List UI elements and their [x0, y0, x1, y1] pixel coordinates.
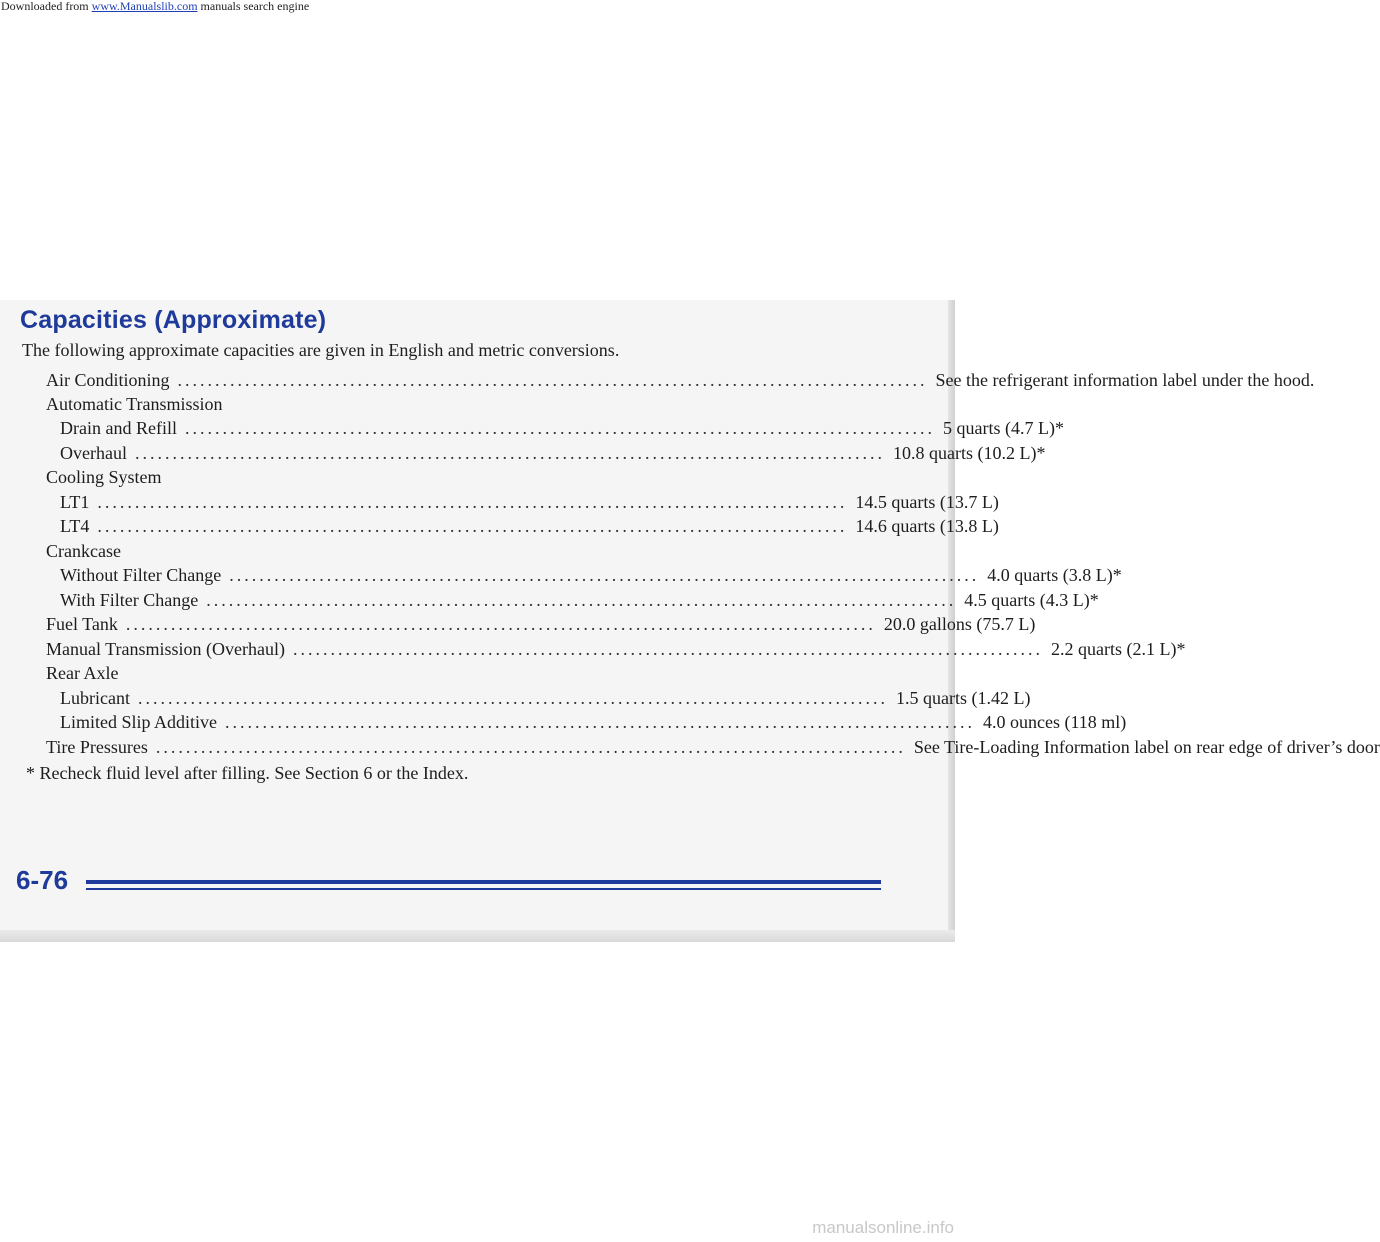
row-fuel-tank — [46, 614, 1036, 638]
group-cooling-system: Cooling System — [46, 467, 162, 487]
row-lubricant — [60, 688, 1031, 712]
group-crankcase: Crankcase — [46, 541, 121, 561]
row-value: 4.5 quarts (4.3 L)* — [964, 590, 1099, 610]
page-title: Capacities (Approximate) — [20, 306, 327, 334]
leader-dots: .................................................................................................... — [134, 443, 885, 463]
row-label: LT1 — [60, 492, 90, 512]
row-value: 5 quarts (4.7 L)* — [942, 418, 1064, 438]
row-label: Without Filter Change — [60, 565, 222, 585]
leader-dots: .................................................................................................... — [225, 712, 975, 732]
footnote: * Recheck fluid level after filling. See Section 6 or the Index. — [26, 763, 469, 783]
row-value: 4.0 quarts (3.8 L)* — [987, 565, 1122, 585]
footer-rule-thin — [86, 888, 881, 890]
row-value: 1.5 quarts (1.42 L) — [895, 688, 1031, 708]
row-value: See the refrigerant information label under the hood. — [935, 370, 1315, 390]
leader-dots: .................................................................................................... — [125, 614, 876, 634]
row-limited-slip-additive — [60, 712, 1127, 736]
group-rear-axle: Rear Axle — [46, 663, 119, 683]
row-without-filter-change — [60, 565, 1122, 589]
leader-dots: .................................................................................................... — [184, 418, 935, 438]
leader-dots: .................................................................................................... — [177, 370, 928, 390]
group-automatic-transmission: Automatic Transmission — [46, 394, 223, 414]
download-banner — [0, 0, 961, 14]
banner-prefix: Downloaded from — [1, 0, 92, 13]
page-number: 6-76 — [16, 865, 69, 895]
leader-dots: .................................................................................................... — [292, 639, 1043, 659]
banner-suffix: manuals search engine — [197, 0, 310, 13]
manualslib-link[interactable]: www.Manualslib.com — [91, 0, 198, 13]
intro-text: The following approximate capacities are given in English and metric conversions. — [22, 340, 620, 360]
row-value: See Tire-Loading Information label on rear edge of driver’s door — [913, 737, 1380, 757]
leader-dots: .................................................................................................... — [206, 590, 957, 610]
row-label: Air Conditioning — [46, 370, 170, 390]
row-air-conditioning — [46, 370, 1315, 394]
row-label: LT4 — [60, 516, 90, 536]
row-value: 14.5 quarts (13.7 L) — [855, 492, 999, 512]
row-drain-refill — [60, 418, 1064, 442]
leader-dots: .................................................................................................... — [229, 565, 980, 585]
row-label: Fuel Tank — [46, 614, 118, 634]
row-value: 4.0 ounces (118 ml) — [983, 712, 1127, 732]
row-label: With Filter Change — [60, 590, 199, 610]
row-label: Drain and Refill — [60, 418, 177, 438]
row-value: 10.8 quarts (10.2 L)* — [892, 443, 1046, 463]
watermark: manualsonline.info — [812, 1218, 954, 1237]
row-value: 20.0 gallons (75.7 L) — [883, 614, 1036, 634]
footer-rule-thick — [86, 880, 881, 884]
leader-dots: .................................................................................................... — [97, 492, 848, 512]
leader-dots: .................................................................................................... — [97, 516, 848, 536]
row-tire-pressures — [46, 737, 1380, 761]
row-lt1 — [60, 492, 999, 516]
leader-dots: .................................................................................................... — [155, 737, 906, 757]
row-overhaul — [60, 443, 1046, 467]
row-manual-transmission — [46, 639, 1186, 663]
leader-dots: .................................................................................................... — [137, 688, 888, 708]
row-with-filter-change — [60, 590, 1099, 614]
row-label: Limited Slip Additive — [60, 712, 217, 732]
row-value: 2.2 quarts (2.1 L)* — [1050, 639, 1186, 659]
row-label: Tire Pressures — [46, 737, 148, 757]
row-label: Overhaul — [60, 443, 127, 463]
row-label: Manual Transmission (Overhaul) — [46, 639, 285, 659]
row-label: Lubricant — [60, 688, 130, 708]
row-lt4 — [60, 516, 999, 540]
row-value: 14.6 quarts (13.8 L) — [855, 516, 999, 536]
page-bottom-shadow — [0, 930, 955, 942]
